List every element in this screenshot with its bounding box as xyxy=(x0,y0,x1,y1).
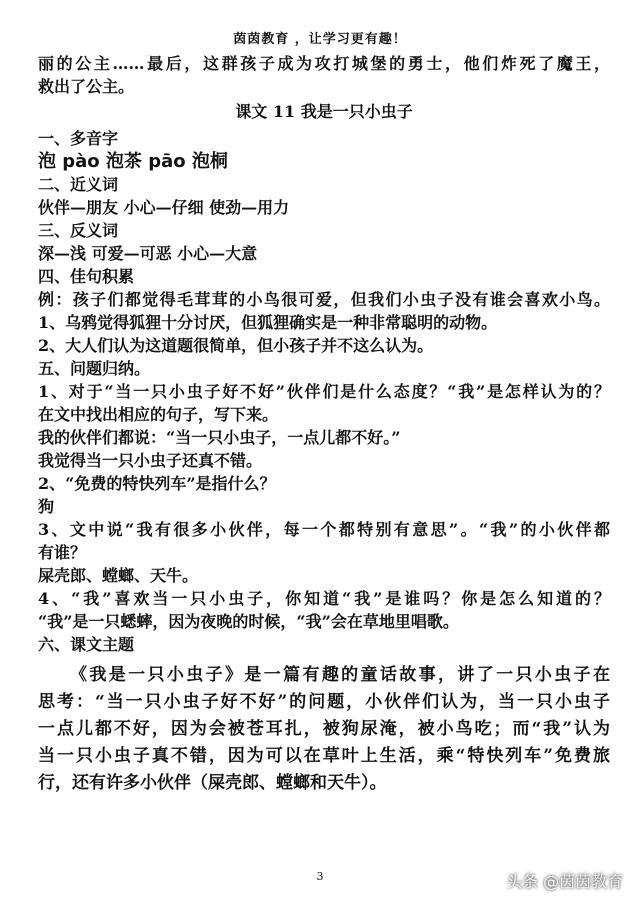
section-heading: 六、课文主题 xyxy=(38,635,135,654)
page-number: 3 xyxy=(316,870,324,883)
section-heading: 四、佳句积累 xyxy=(38,267,135,286)
section-heading: 三、反义词 xyxy=(38,221,119,240)
example-sentence: 例：孩子们都觉得毛茸茸的小鸟很可爱，但我们小虫子没有谁会喜欢小鸟。 xyxy=(38,290,610,309)
question-line: 1、对于“当一只小虫子好不好”伙伴们是什么态度？“我”是怎样认为的？ xyxy=(38,382,610,401)
document-body xyxy=(38,52,610,797)
answer-line: “我”是一只蟋蟀，因为夜晚的时候，“我”会在草地里唱歌。 xyxy=(38,612,459,631)
theme-paragraph-line: 行，还有许多小伙伴（屎壳郎、螳螂和天牛）。 xyxy=(38,773,387,793)
synonyms-line: 伙伴—朋友 小心—仔细 使劲—用力 xyxy=(38,198,290,217)
answer-line: 我觉得当一只小虫子还真不错。 xyxy=(38,451,263,470)
question-line: 有谁？ xyxy=(38,543,87,562)
text-line: 丽的公主……最后，这群孩子成为攻打城堡的勇士，他们炸死了魔王， xyxy=(38,54,610,73)
section-heading: 二、近义词 xyxy=(38,175,119,194)
theme-paragraph-line: 一点儿都不好，因为会被苍耳扎，被狗尿淹，被小鸟吃；而“我”认为 xyxy=(38,719,610,739)
page-header: 茵茵教育 ，让学习更有趣！ xyxy=(233,32,407,47)
answer-line: 屎壳郎、螳螂、天牛。 xyxy=(38,566,199,585)
sentence-item: 1、乌鸦觉得狐狸十分讨厌，但狐狸确实是一种非常聪明的动物。 xyxy=(38,313,498,332)
question-line: 3、文中说“我有很多小伙伴，每一个都特别有意思”。“我”的小伙伴都 xyxy=(38,520,610,539)
answer-line: 我的伙伴们都说：“当一只小虫子，一点儿都不好。” xyxy=(38,428,401,447)
antonyms-line: 深—浅 可爱—可恶 小心—大意 xyxy=(38,244,258,263)
section-heading: 一、多音字 xyxy=(38,129,119,148)
watermark-logo: 头条 @茵茵教育 xyxy=(506,872,624,891)
question-line: 2、“免费的特快列车”是指什么？ xyxy=(38,474,276,493)
question-line: 在文中找出相应的句子，写下来。 xyxy=(38,405,279,424)
question-line: 4、“我”喜欢当一只小虫子，你知道“我”是谁吗？你是怎么知道的？ xyxy=(38,589,610,608)
section-heading: 五、问题归纳。 xyxy=(38,359,151,378)
theme-paragraph-line: 当一只小虫子真不错，因为可以在草叶上生活，乘“特快列车”免费旅 xyxy=(38,746,610,766)
sentence-item: 2、大人们认为这道题很简单，但小孩子并不这么认为。 xyxy=(38,336,434,355)
lesson-title: 课文 11 我是一只小虫子 xyxy=(235,102,413,121)
polyphone-line: 泡 pào 泡茶 pāo 泡桐 xyxy=(38,151,228,172)
text-line: 救出了公主。 xyxy=(38,77,135,96)
theme-paragraph-line: 《我是一只小虫子》是一篇有趣的童话故事，讲了一只小虫子在 xyxy=(70,665,610,685)
theme-paragraph-line: 思考：“当一只小虫子好不好”的问题，小伙伴们认为，当一只小虫子 xyxy=(38,692,610,712)
answer-line: 狗 xyxy=(38,497,55,516)
